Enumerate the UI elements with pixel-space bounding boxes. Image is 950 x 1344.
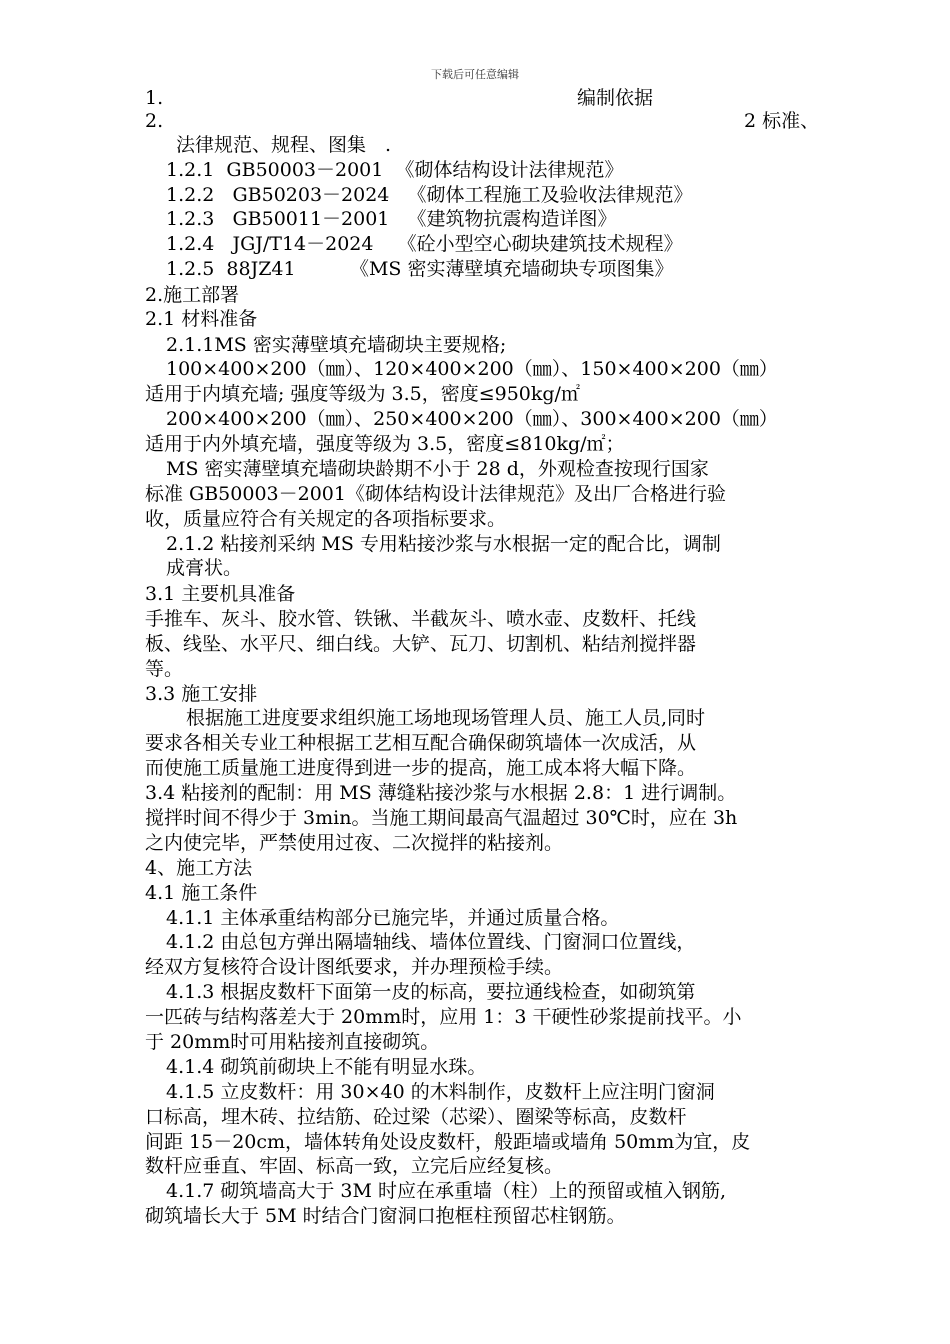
reference-item: 1.2.4 JGJ/T14－2024 《砼小型空心砌块建筑技术规程》 (166, 233, 683, 255)
text-line: 板、线坠、水平尺、细白线。大铲、瓦刀、切割机、粘结剂搅拌器 (145, 633, 697, 655)
text-line: 2.1.2 粘接剂采纳 MS 专用粘接沙浆与水根据一定的配合比，调制 (166, 533, 721, 555)
text-line: 收，质量应符合有关规定的各项指标要求。 (145, 508, 507, 530)
text-line: 标准 GB50003－2001《砌体结构设计法律规范》及出厂合格进行验 (145, 483, 726, 505)
heading-compilation-basis: 编制依据 (577, 87, 654, 109)
text-line: 3.4 粘接剂的配制：用 MS 薄缝粘接沙浆与水根据 2.8：1 进行调制。 (145, 782, 737, 804)
text-line: 200×400×200（㎜）、250×400×200（㎜）、300×400×200（㎜） (166, 408, 778, 430)
reference-item: 1.2.1 GB50003－2001 《砌体结构设计法律规范》 (166, 159, 624, 181)
heading-number-1: 1. (145, 87, 164, 109)
text-line: 间距 15－20cm，墙体转角处设皮数杆，般距墙或墙角 50mm为宜，皮 (145, 1131, 751, 1153)
heading-number-2: 2. (145, 110, 164, 132)
text-line: 4.1.5 立皮数杆：用 30×40 的木料制作，皮数杆上应注明门窗洞 (166, 1081, 715, 1103)
text-line: 4.1.2 由总包方弹出隔墙轴线、墙体位置线、门窗洞口位置线， (166, 931, 696, 953)
text-line: MS 密实薄壁填充墙砌块龄期不小于 28 d，外观检查按现行国家 (166, 458, 709, 480)
text-line: 100×400×200（㎜）、120×400×200（㎜）、150×400×200（㎜） (166, 358, 778, 380)
reference-item: 1.2.3 GB50011－2001 《建筑物抗震构造详图》 (166, 208, 617, 230)
text-line: 等。 (145, 658, 184, 680)
text-line: 而使施工质量施工进度得到进一步的提高，施工成本将大幅下降。 (145, 757, 697, 779)
text-line: 砌筑墙长大于 5M 时结合门窗洞口抱框柱预留芯柱钢筋。 (145, 1205, 626, 1227)
section-heading: 4.1 施工条件 (145, 882, 258, 904)
reference-item: 1.2.5 88JZ41 《MS 密实薄壁填充墙砌块专项图集》 (166, 258, 674, 280)
text-line: 要求各相关专业工种根据工艺相互配合确保砌筑墙体一次成活，从 (145, 732, 697, 754)
section-heading: 4、施工方法 (145, 857, 253, 879)
section-heading: 3.1 主要机具准备 (145, 583, 296, 605)
text-line: 数杆应垂直、牢固、标高一致，立完后应经复核。 (145, 1155, 564, 1177)
text-line: 经双方复核符合设计图纸要求，并办理预检手续。 (145, 956, 564, 978)
text-line: 2.1.1MS 密实薄壁填充墙砌块主要规格; (166, 334, 507, 356)
text-line: 4.1.3 根据皮数杆下面第一皮的标高，要拉通线检查，如砌筑第 (166, 981, 696, 1003)
reference-item: 1.2.2 GB50203－2024 《砌体工程施工及验收法律规范》 (166, 184, 693, 206)
text-line: 法律规范、规程、图集 . (176, 134, 392, 156)
heading-standards: 2 标准、 (744, 110, 820, 132)
text-line: 适用于内外填充墙，强度等级为 3.5，密度≤810kg/㎡； (145, 433, 625, 455)
section-heading: 2.施工部署 (145, 284, 240, 306)
section-heading: 3.3 施工安排 (145, 683, 258, 705)
text-line: 4.1.1 主体承重结构部分已施完毕，并通过质量合格。 (166, 907, 620, 929)
text-line: 于 20mm时可用粘接剂直接砌筑。 (145, 1031, 440, 1053)
text-line: 4.1.4 砌筑前砌块上不能有明显水珠。 (166, 1056, 487, 1078)
header-note: 下载后可任意编辑 (431, 68, 519, 81)
text-line: 适用于内填充墙; 强度等级为 3.5，密度≤950kg/㎡ (145, 383, 580, 405)
text-line: 4.1.7 砌筑墙高大于 3M 时应在承重墙（柱）上的预留或植入钢筋, (166, 1180, 727, 1202)
text-line: 之内使完毕，严禁使用过夜、二次搅拌的粘接剂。 (145, 832, 564, 854)
text-line: 口标高，埋木砖、拉结筋、砼过梁（芯梁）、圈梁等标高，皮数杆 (145, 1106, 687, 1128)
text-line: 成膏状。 (166, 557, 243, 579)
text-line: 手推车、灰斗、胶水管、铁锹、半截灰斗、喷水壶、皮数杆、托线 (145, 608, 697, 630)
text-line: 根据施工进度要求组织施工场地现场管理人员、施工人员,同时 (186, 707, 706, 729)
text-line: 一匹砖与结构落差大于 20mm时，应用 1：3 干硬性砂浆提前找平。小 (145, 1006, 742, 1028)
text-line: 搅拌时间不得少于 3min。当施工期间最高气温超过 30℃时，应在 3h (145, 807, 738, 829)
section-heading: 2.1 材料准备 (145, 308, 258, 330)
